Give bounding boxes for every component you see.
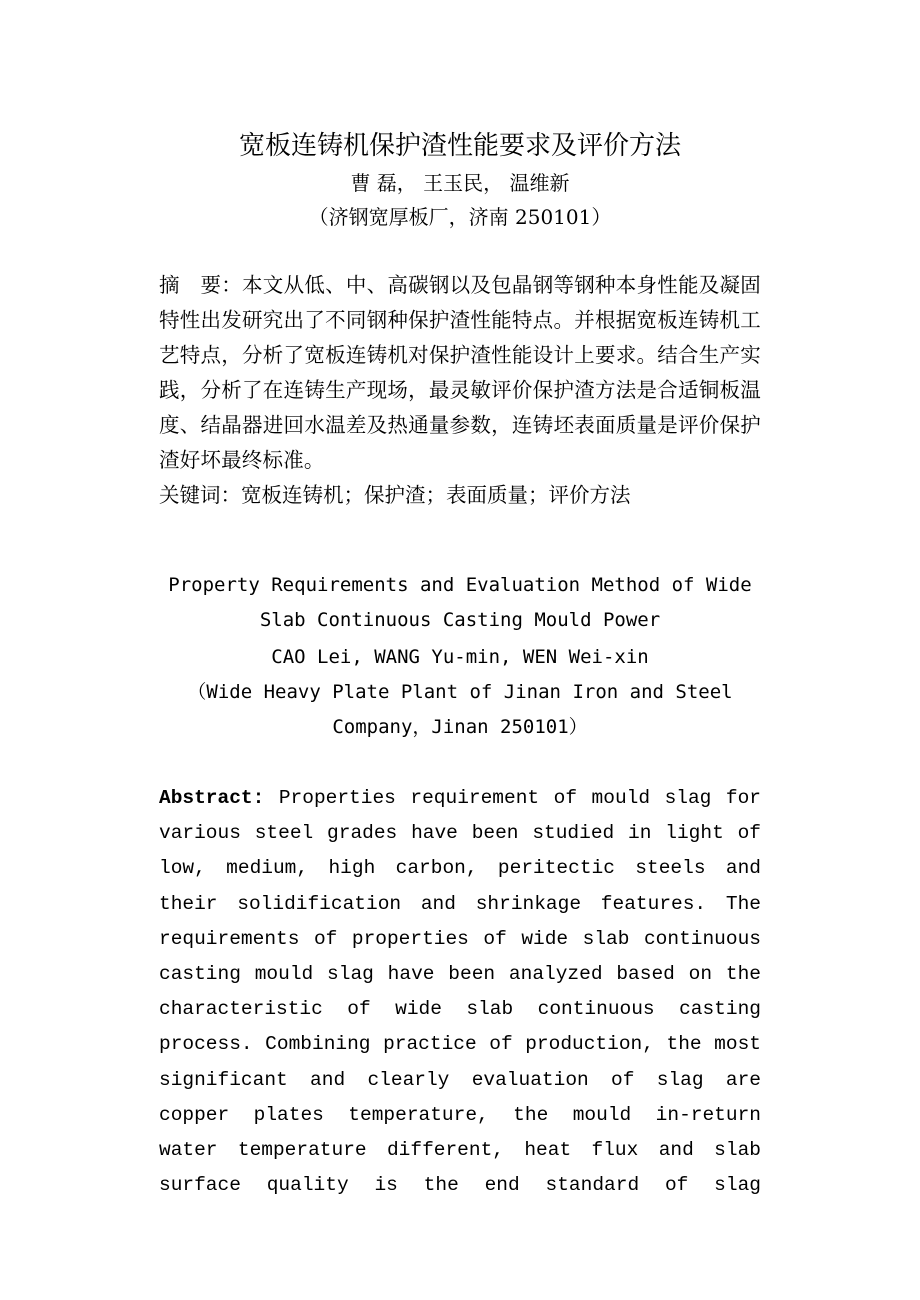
chinese-title: 宽板连铸机保护渣性能要求及评价方法 [238,131,681,161]
english-abstract [159,781,761,1197]
chinese-abstract-text: 本文从低、中、高碳钢以及包晶钢等钢种本身性能及凝固特性出发研究出了不同钢种保护渣性能特点。并根据宽板连铸机工艺特点，分析了宽板连铸机对保护渣性能设计上要求。结合生产实践，分析了在连铸生产现场，最灵敏评价保护渣方法是合适铜板温度、结晶器进回水温差及热通量参数，连铸坯表面质量是评价保护渣好坏最终标准。 [159,273,761,472]
english-abstract-label: Abstract: [159,787,265,809]
chinese-abstract-label: 摘 要： [159,273,243,297]
chinese-keywords-label: 关键词： [159,483,241,507]
chinese-affiliation: （济钢宽厚板厂，济南 250101） [308,205,612,229]
chinese-abstract [159,268,761,478]
english-title-line-1: Property Requirements and Evaluation Method of Wide [168,574,752,596]
english-affiliation-line-2: Company，Jinan 250101） [332,716,588,738]
english-abstract-text: Properties requirement of mould slag for various steel grades have been studied in light of low, medium, high carbon, peritectic steels and their solidification and shrinkage features. The requirements of properties of wide slab continuous casting mould slag have been analyzed based on the characteristic of wide slab continuous casting process. Combining practice of production, the most significant and clearly evaluation of slag are copper plates temperature, the mould in-return water temperature different, heat flux and slab surface quality is the end standard of slag [159,787,761,1197]
english-title-line-2: Slab Continuous Casting Mould Power [259,609,661,631]
english-affiliation [159,675,761,745]
english-affiliation-line-1: （Wide Heavy Plate Plant of Jinan Iron and Steel [187,681,733,703]
english-authors: CAO Lei, WANG Yu-min, WEN Wei-xin [271,646,649,668]
chinese-authors: 曹 磊， 王玉民， 温维新 [350,171,570,195]
chinese-keywords [159,478,761,513]
chinese-keywords-text: 宽板连铸机；保护渣；表面质量；评价方法 [241,483,631,507]
english-title [159,568,761,638]
